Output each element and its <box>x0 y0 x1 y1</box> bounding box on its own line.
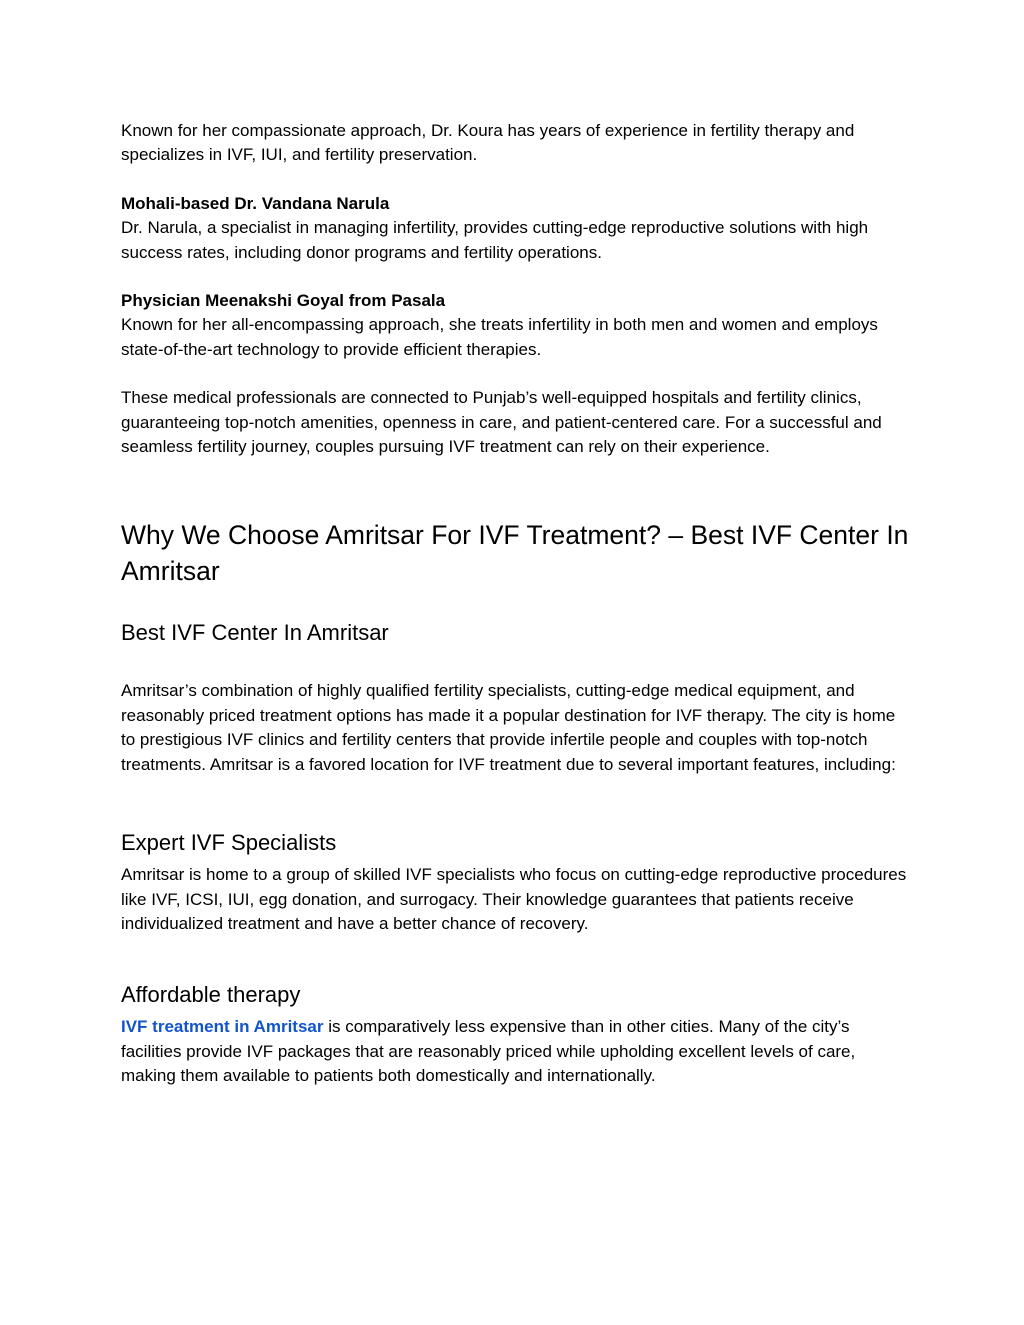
experts-body: Amritsar is home to a group of skilled IVF specialists who focus on cutting-edge reproductive procedures like IVF, ICSI, IUI, egg donation, and surrogacy. Their knowledge guarantees that patients receive individualized treatment and have a better chance of recovery. <box>121 865 907 933</box>
section-heading: Why We Choose Amritsar For IVF Treatment? – Best IVF Center In Amritsar <box>121 520 909 587</box>
summary-paragraph: These medical professionals are connected to Punjab’s well-equipped hospitals and fertility clinics, guaranteeing top-notch amenities, openness in care, and patient-centered care. For a successful and seamless fertility journey, couples pursuing IVF treatment can rely on their experience. <box>121 388 882 457</box>
spacer <box>121 459 911 517</box>
doctor-entry-goyal <box>121 289 911 362</box>
spacer <box>121 362 911 386</box>
affordable-heading: Affordable therapy <box>121 982 301 1008</box>
spacer <box>121 647 911 679</box>
spacer <box>121 777 911 829</box>
document-page <box>121 119 911 1089</box>
section-body: Amritsar’s combination of highly qualified fertility specialists, cutting-edge medical equipment, and reasonably priced treatment options has made it a popular destination for IVF therapy. The city is home to prestigious IVF clinics and fertility centers that provide infertile people and couples with top-notch treatments. Amritsar is a favored location for IVF treatment due to several important features, including: <box>121 681 896 774</box>
spacer <box>121 936 911 981</box>
spacer <box>121 589 911 619</box>
spacer <box>121 168 911 192</box>
doctor-name: Mohali-based Dr. Vandana Narula <box>121 193 390 213</box>
experts-heading: Expert IVF Specialists <box>121 830 337 856</box>
doctor-name: Physician Meenakshi Goyal from Pasala <box>121 291 446 311</box>
section-subheading: Best IVF Center In Amritsar <box>121 620 389 646</box>
ivf-treatment-link[interactable]: IVF treatment in Amritsar <box>121 1017 324 1037</box>
affordable-body-text: is comparatively less expensive than in other cities. Many of the city’s facilities provide IVF packages that are reasonably priced while upholding excellent levels of care, making them available to patients both domestically and internationally. <box>121 1017 856 1086</box>
affordable-body <box>121 1015 911 1088</box>
doctor-description: Known for her all-encompassing approach, she treats infertility in both men and women and employs state-of-the-art technology to provide efficient therapies. <box>121 315 878 359</box>
koura-paragraph: Known for her compassionate approach, Dr. Koura has years of experience in fertility therapy and specializes in IVF, IUI, and fertility preservation. <box>121 121 855 165</box>
doctor-description: Dr. Narula, a specialist in managing infertility, provides cutting-edge reproductive solutions with high success rates, including donor programs and fertility operations. <box>121 218 869 262</box>
doctor-entry-narula <box>121 192 911 265</box>
spacer <box>121 265 911 289</box>
